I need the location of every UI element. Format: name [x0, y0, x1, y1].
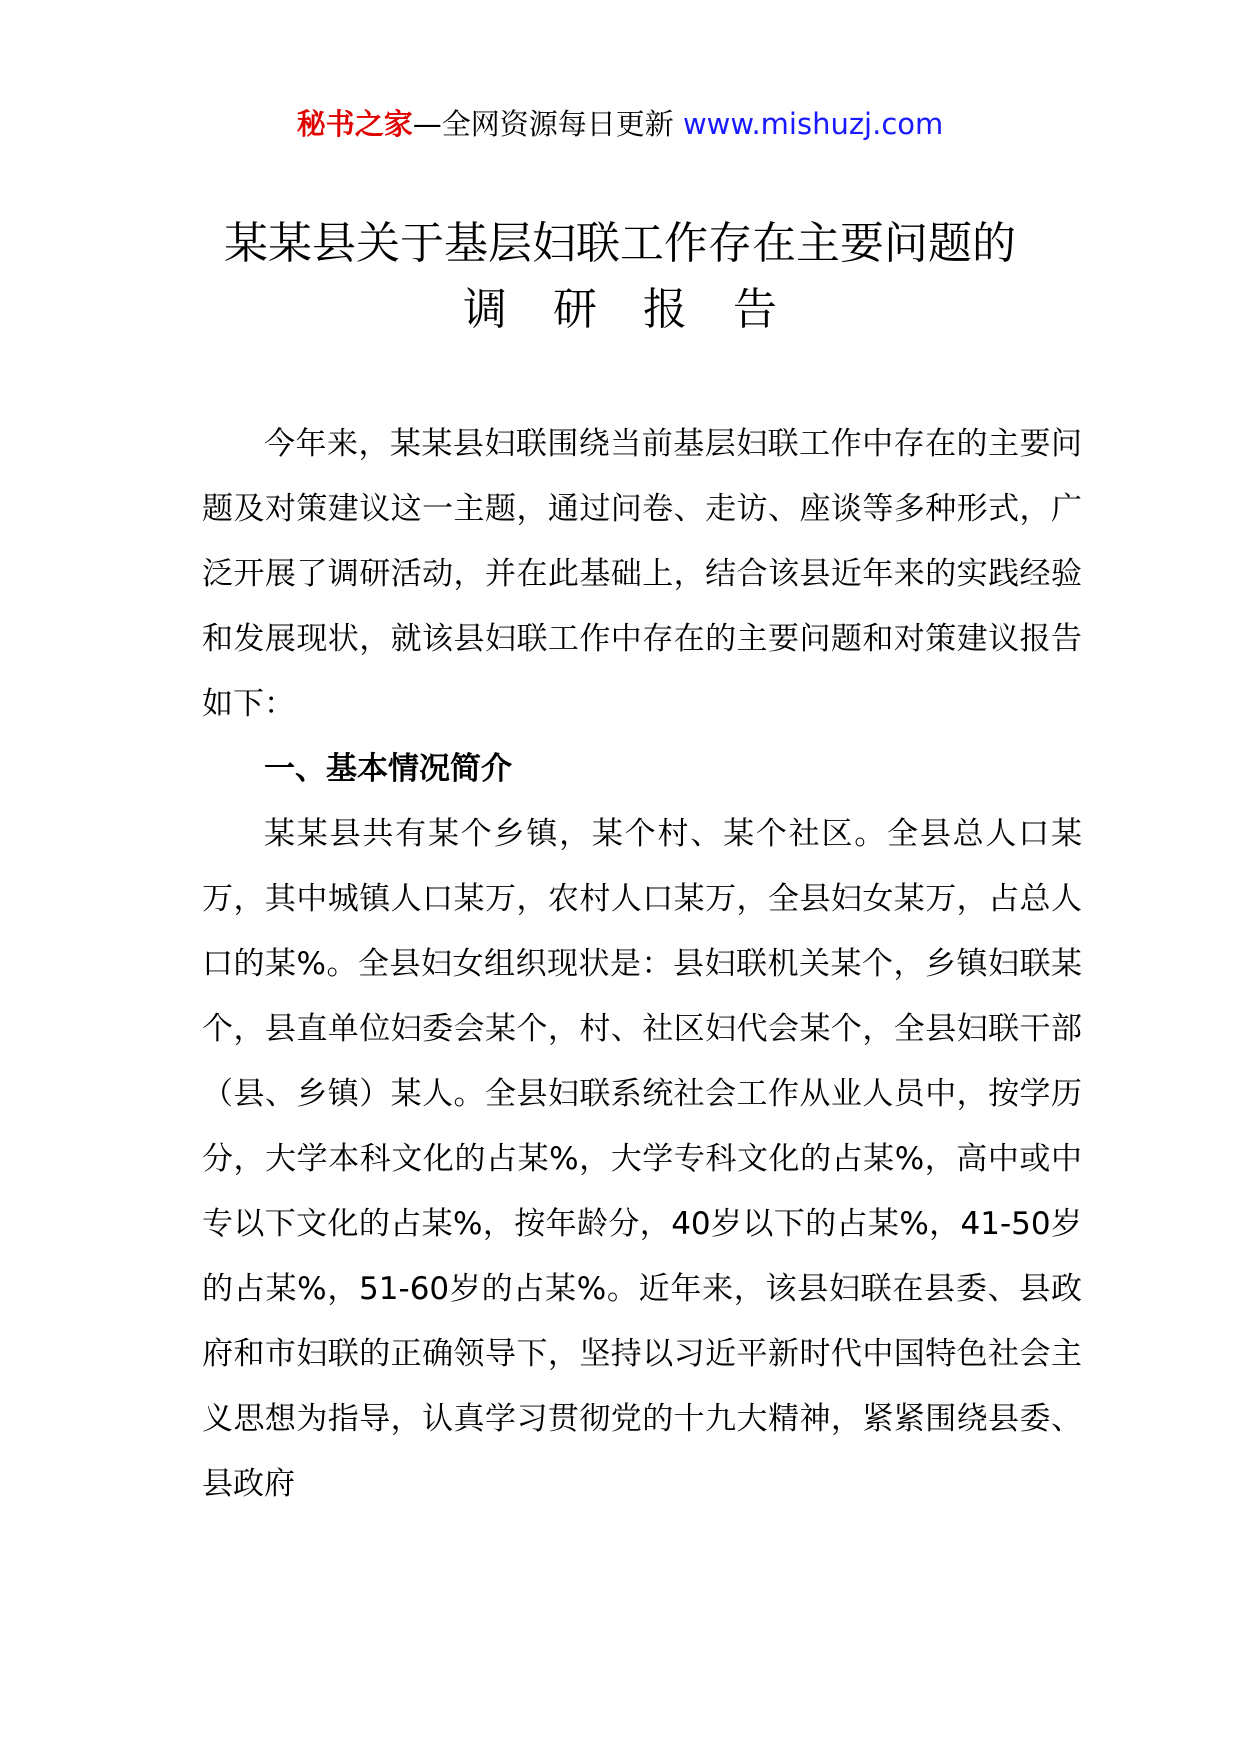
site-url-link[interactable]: www.mishuzj.com: [682, 107, 944, 141]
site-brand: 秘书之家: [296, 107, 413, 141]
section-paragraph-basic-info: 某某县共有某个乡镇，某个村、某个社区。全县总人口某万，其中城镇人口某万，农村人口某万，全县妇女某万，占总人口的某%。全县妇女组织现状是：县妇联机关某个，乡镇妇联某个，县直单位妇委会某个，村、社区妇代会某个，全县妇联干部（县、乡镇）某人。全县妇联系统社会工作从业人员中，按学历分，大学本科文化的占某%，大学专科文化的占某%，高中或中专以下文化的占某%，按年龄分，40岁以下的占某%，41-50岁的占某%，51-60岁的占某%。近年来，该县妇联在县委、县政府和市妇联的正确领导下，坚持以习近平新时代中国特色社会主义思想为指导，认真学习贯彻党的十九大精神，紧紧围绕县委、县政府: [202, 816, 1082, 1502]
document-title-line-2: 调研报告: [463, 284, 823, 335]
document-title-line-1: 某某县关于基层妇联工作存在主要问题的: [224, 218, 1016, 269]
document-body: [202, 412, 1082, 1517]
site-slogan: —全网资源每日更新: [412, 107, 674, 141]
site-header: [0, 104, 1240, 144]
intro-paragraph: 今年来，某某县妇联围绕当前基层妇联工作中存在的主要问题及对策建议这一主题，通过问卷、走访、座谈等多种形式，广泛开展了调研活动，并在此基础上，结合该县近年来的实践经验和发展现状，就该县妇联工作中存在的主要问题和对策建议报告如下：: [202, 426, 1082, 722]
section-heading-basic-info: 一、基本情况简介: [264, 751, 512, 787]
